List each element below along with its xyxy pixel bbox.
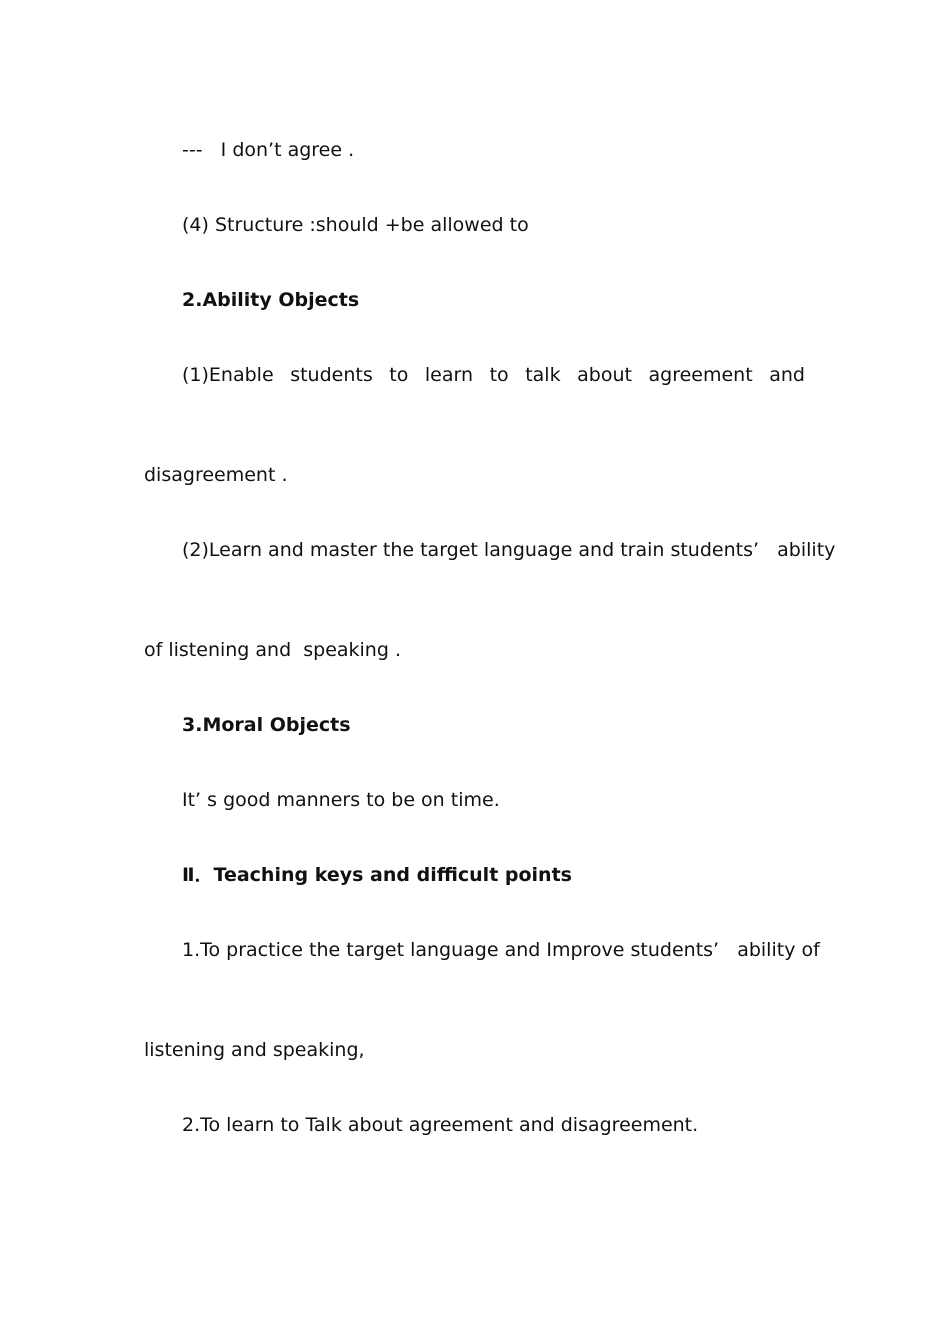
word: talk [525, 364, 561, 386]
word: students [290, 364, 373, 386]
ability-item-2: (2)Learn and master the target language and train students’ ability [182, 539, 836, 561]
teaching-keys-item-2: 2.To learn to Talk about agreement and disagreement. [182, 1114, 699, 1136]
structure-line: (4) Structure :should +be allowed to [182, 214, 529, 236]
word: learn [424, 364, 474, 386]
ability-item-1 [182, 363, 805, 387]
teaching-keys-item-1: 1.To practice the target language and Improve students’ ability of [182, 939, 820, 961]
teaching-keys-item-1-continuation: listening and speaking, [144, 1039, 365, 1061]
ability-objects-heading: 2.Ability Objects [182, 289, 360, 311]
word: and [769, 364, 805, 386]
word: about [577, 364, 632, 386]
ability-item-1-continuation: disagreement . [144, 464, 288, 486]
moral-objects-text: It’ s good manners to be on time. [182, 789, 500, 811]
dialogue-disagree-line: --- I don’t agree . [182, 139, 355, 161]
teaching-keys-heading: Ⅱ．Teaching keys and difficult points [182, 864, 572, 886]
word: to [489, 364, 509, 386]
ability-item-2-continuation: of listening and speaking . [144, 639, 401, 661]
word: (1)Enable [182, 364, 274, 386]
word: to [389, 364, 409, 386]
word: agreement [648, 364, 753, 386]
moral-objects-heading: 3.Moral Objects [182, 714, 351, 736]
